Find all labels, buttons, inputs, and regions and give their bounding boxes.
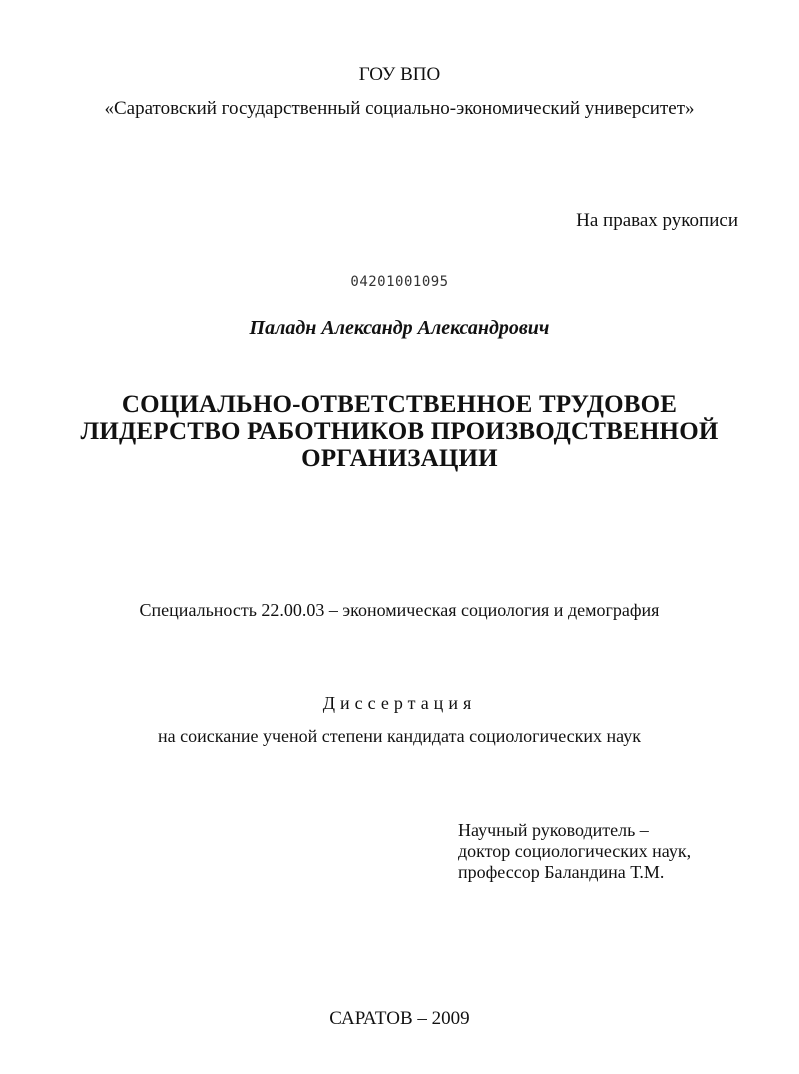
degree-purpose: на соискание ученой степени кандидата социологических наук <box>158 726 641 746</box>
title-line: СОЦИАЛЬНО-ОТВЕТСТВЕННОЕ ТРУДОВОЕ <box>121 391 678 418</box>
supervisor-line: Научный руководитель – <box>458 820 649 840</box>
title-line: ЛИДЕРСТВО РАБОТНИКОВ ПРОИЗВОДСТВЕННОЙ <box>80 418 719 445</box>
registration-code: 04201001095 <box>350 274 449 290</box>
organization-abbreviation: ГОУ ВПО <box>358 64 441 85</box>
supervisor-line: профессор Баландина Т.М. <box>458 862 665 882</box>
author-name: Паладн Александр Александрович <box>249 317 550 339</box>
title-line: ОРГАНИЗАЦИИ <box>301 445 498 472</box>
supervisor-block <box>458 820 691 883</box>
dissertation-title <box>0 391 799 472</box>
university-name: «Саратовский государственный социально-экономический университет» <box>104 98 695 119</box>
specialty: Специальность 22.00.03 – экономическая социология и демография <box>139 600 660 620</box>
manuscript-rights-note: На правах рукописи <box>576 210 738 231</box>
city-year: САРАТОВ – 2009 <box>329 1008 470 1029</box>
supervisor-line: доктор социологических наук, <box>458 841 692 861</box>
document-type: Диссертация <box>322 693 477 713</box>
